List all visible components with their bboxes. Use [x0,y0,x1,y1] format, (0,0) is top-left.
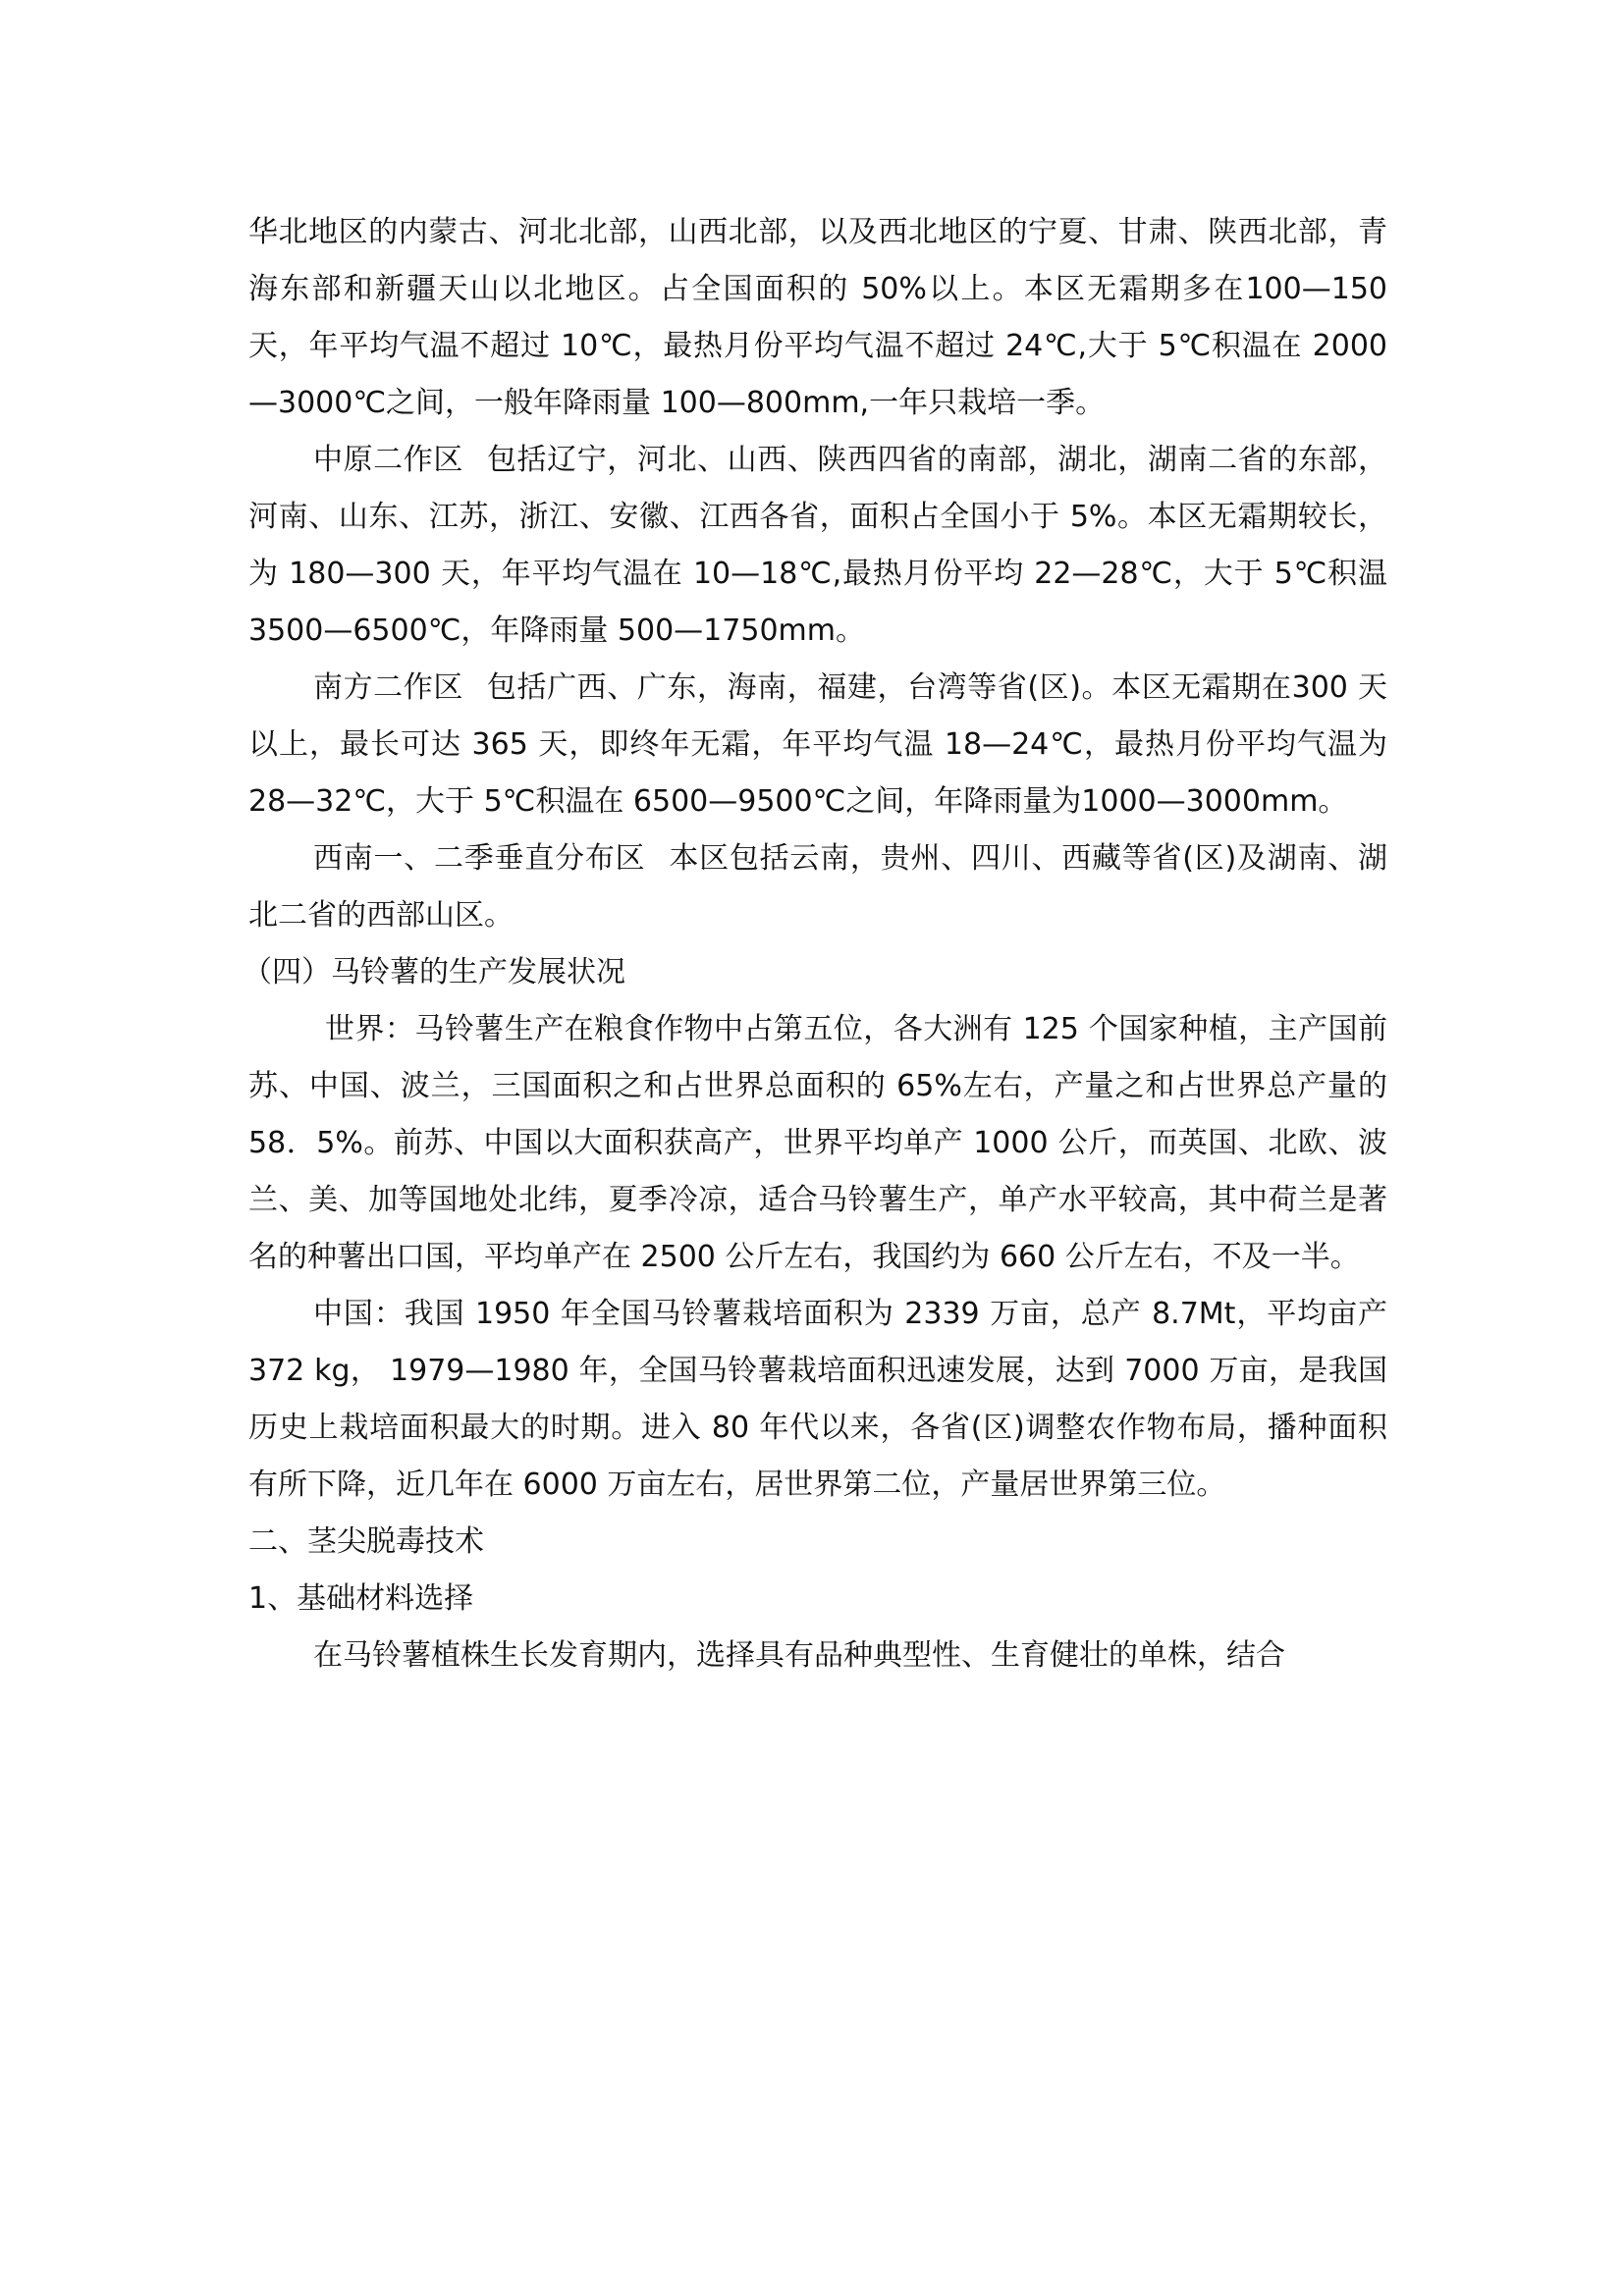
paragraph-text: 包括辽宁，河北、山西、陕西四省的南部，湖北，湖南二省的东部，河南、山东、江苏，浙江、安徽、江西各省，面积占全国小于 5%。本区无霜期较长，为 180—300 天，年平均气温在 10—18℃,最热月份平均 22—28℃，大于 5℃积温 3500—6500℃，年降雨量 500—1750mm。 [248,443,1388,648]
section-heading-meristem: 二、茎尖脱毒技术 [248,1524,484,1559]
region-title: 中原二作区 [313,443,463,477]
paragraph-central-region [248,432,1387,660]
section-heading-production: （四）马铃薯的生产发展状况 [243,955,625,989]
document-body [243,204,1388,1684]
paragraph-north-region [248,204,1387,432]
paragraph-south-region [248,660,1387,830]
paragraph-selection: 在马铃薯植株生长发育期内，选择具有品种典型性、生育健壮的单株，结合 [313,1638,1285,1673]
paragraph-text: 包括广西、广东，海南，福建，台湾等省(区)。本区无霜期在300 天以上，最长可达 365 天，即终年无霜，年平均气温 18—24℃，最热月份平均气温为 28—32℃，大于 5℃积温在 6500—9500℃之间，年降雨量为1000—3000mm。 [248,670,1387,819]
paragraph-text: 华北地区的内蒙古、河北北部，山西北部，以及西北地区的宁夏、甘肃、陕西北部，青海东部和新疆天山以北地区。占全国面积的 50%以上。本区无霜期多在100—150 天，年平均气温不超过 10℃，最热月份平均气温不超过 24℃,大于 5℃积温在 2000—3000℃之间，一般年降雨量 100—800mm,一年只栽培一季。 [248,215,1387,420]
paragraph-southwest-region [248,830,1387,944]
paragraph-text: 本区包括云南，贵州、四川、西藏等省(区)及湖南、湖北二省的西部山区。 [248,841,1387,933]
paragraph-china: 中国：我国 1950 年全国马铃薯栽培面积为 2339 万亩，总产 8.7Mt，平均亩产 372 kg， 1979—1980 年，全国马铃薯栽培面积迅速发展，达到 7000 万亩，是我国历史上栽培面积最大的时期。进入 80 年代以来，各省(区)调整农作物布局，播种面积有所下降，近几年在 6000 万亩左右，居世界第二位，产量居世界第三位。 [248,1297,1387,1502]
paragraph-world: 世界：马铃薯生产在粮食作物中占第五位，各大洲有 125 个国家种植，主产国前苏、中国、波兰，三国面积之和占世界总面积的 65%左右，产量之和占世界总产量的 58．5%。前苏、中国以大面积获高产，世界平均单产 1000 公斤，而英国、北欧、波兰、美、加等国地处北纬，夏季冷凉，适合马铃薯生产，单产水平较高，其中荷兰是著名的种薯出口国，平均单产在 2500 公斤左右，我国约为 660 公斤左右，不及一半。 [248,1012,1387,1274]
region-title: 西南一、二季垂直分布区 [313,841,646,876]
region-title: 南方二作区 [313,670,463,705]
subsection-heading-materials: 1、基础材料选择 [248,1581,474,1616]
